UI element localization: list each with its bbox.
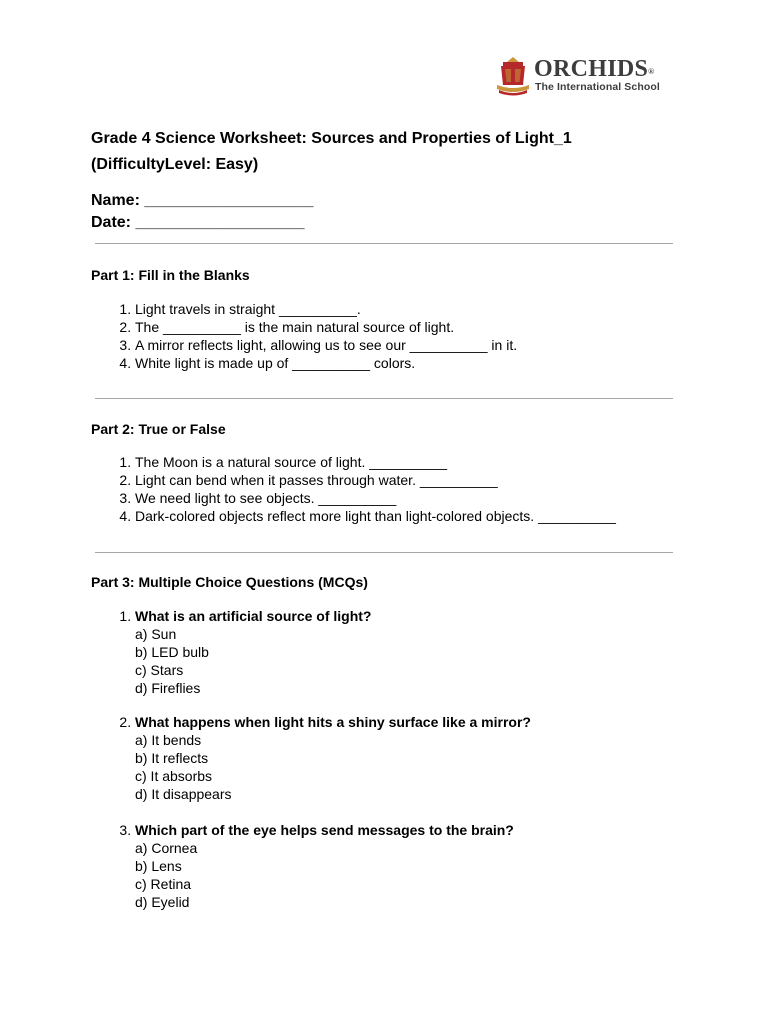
mcq-option[interactable]: b) It reflects [135,750,209,766]
mcq-option[interactable]: d) It disappears [135,786,232,802]
title-line-1: Grade 4 Science Worksheet: Sources and Properties of Light_1 [91,130,572,147]
worksheet-title [91,126,691,178]
mcq-question-item [135,821,735,911]
mcq-option[interactable]: c) It absorbs [135,768,213,784]
part2-heading: Part 2: True or False [91,421,226,437]
orchids-crest-icon [495,55,531,97]
orchids-logo [495,55,680,99]
name-field[interactable]: Name: ___________________ [91,192,314,209]
list-item: 4. White light is made up of __________ colors. [135,354,735,372]
brand-tagline: The International School [535,81,660,93]
mcq-option[interactable]: d) Eyelid [135,894,190,910]
mcq-question: Which part of the eye helps send messages to the brain? [135,822,514,838]
divider [95,398,673,399]
mcq-question-item [135,607,735,697]
mcq-option[interactable]: c) Stars [135,662,184,678]
date-field[interactable]: Date: ___________________ [91,214,305,231]
brand-name: ORCHIDS® [534,56,655,82]
divider [95,552,673,553]
list-item: 1. The Moon is a natural source of light. __________ [135,453,735,471]
part3-heading: Part 3: Multiple Choice Questions (MCQs) [91,574,368,590]
divider [95,243,673,244]
mcq-option[interactable]: c) Retina [135,876,192,892]
list-item: 2. Light can bend when it passes through water. __________ [135,471,735,489]
list-item: 3. A mirror reflects light, allowing us to see our __________ in it. [135,336,735,354]
part1-heading: Part 1: Fill in the Blanks [91,267,250,283]
mcq-option[interactable]: a) Sun [135,626,177,642]
mcq-option[interactable]: b) Lens [135,858,182,874]
part2-list [91,453,735,525]
mcq-option[interactable]: b) LED bulb [135,644,209,660]
list-item: 1. Light travels in straight __________. [135,300,735,318]
list-item: 2. The __________ is the main natural source of light. [135,318,735,336]
mcq-option[interactable]: a) It bends [135,732,202,748]
mcq-question: What is an artificial source of light? [135,608,372,624]
mcq-list [91,607,735,697]
mcq-list [91,821,735,911]
mcq-option[interactable]: d) Fireflies [135,680,201,696]
mcq-question-item [135,713,735,803]
mcq-question: What happens when light hits a shiny surface like a mirror? [135,714,531,730]
list-item: 4. Dark-colored objects reflect more light than light-colored objects. __________ [135,507,735,525]
title-line-2: (DifficultyLevel: Easy) [91,156,259,173]
mcq-list [91,713,735,803]
mcq-option[interactable]: a) Cornea [135,840,198,856]
registered-mark: ® [648,67,655,76]
list-item: 3. We need light to see objects. __________ [135,489,735,507]
part1-list [91,300,735,372]
